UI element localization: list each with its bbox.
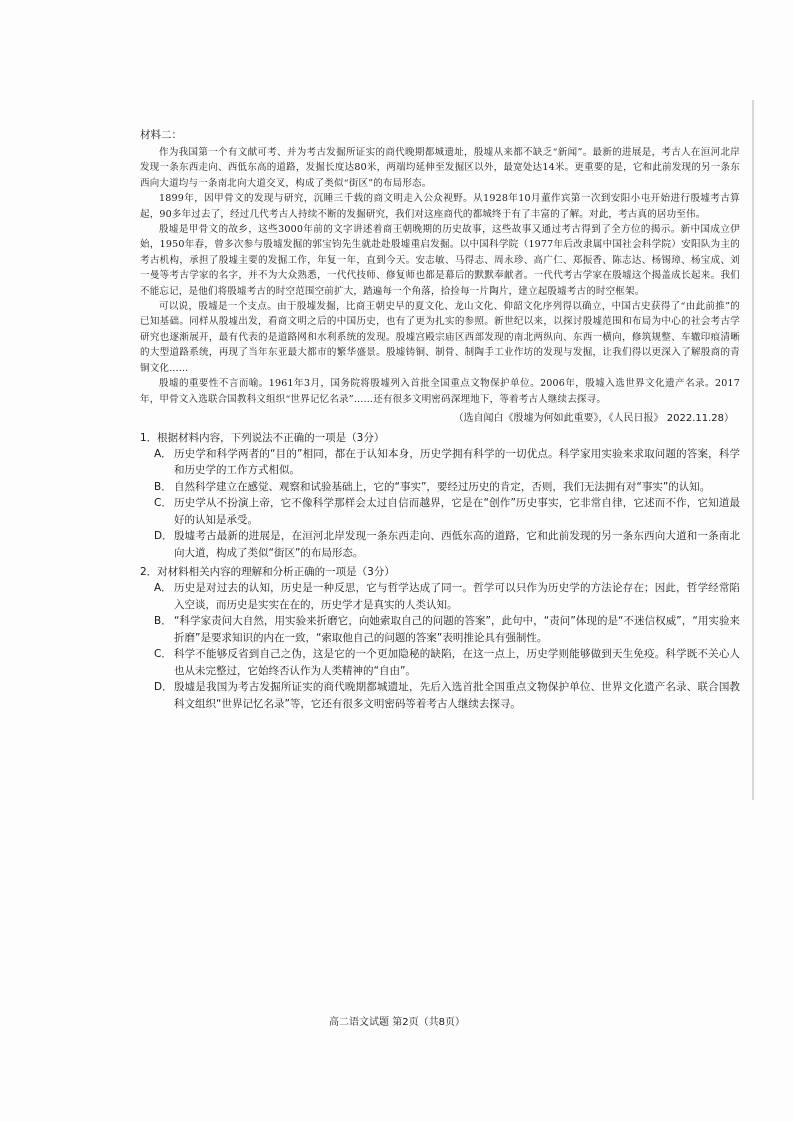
option-letter: C． [154, 648, 172, 661]
option-letter: A． [154, 447, 172, 460]
option-text: 自然科学建立在感觉、观察和试验基础上，它的“事实”，要经过历史的肯定，否则，我们无法拥有对“事实”的认知。 [174, 480, 711, 493]
option-letter: C． [154, 497, 172, 510]
option-a [140, 580, 740, 613]
page-footer: 高二语文试题 第2页（共8页） [329, 1017, 465, 1028]
option-text: 历史学从不扮演上帝，它不像科学那样会太过自信而越界，它是在“创作”历史事实，它非常自律，它述而不作，它知道最好的认知是承受。 [174, 497, 740, 526]
option-letter: A． [154, 582, 172, 595]
material-paragraph: 1899年，因甲骨文的发现与研究，沉睡三千载的商文明走入公众视野。从1928年10月董作宾第一次到安阳小屯开始进行殷墟考古算起，90多年过去了，经过几代考古人持续不断的发掘研究，我们对这座商代的都城终于有了丰富的了解。对此，考古真的居功至伟。 [140, 193, 740, 220]
option-b [140, 613, 740, 646]
question-1 [140, 430, 740, 562]
material-source: （选自闻白《殷墟为何如此重要》，《人民日报》 2022.11.28） [453, 412, 734, 424]
option-d [140, 528, 740, 561]
option-b [140, 479, 740, 496]
option-letter: B． [154, 615, 172, 628]
option-letter: B． [154, 480, 172, 493]
material-paragraph: 作为我国第一个有文献可考、并为考古发掘所证实的商代晚期都城遗址，殷墟从来都不缺乏“新闻”。最新的进展是，考古人在洹河北岸发现一条东西走向、西低东高的道路，发掘长度达80米，两端均延伸至发掘区以外，最宽处达14米。更重要的是，它和此前发现的另一条东西向大道均与一条南北向大道交叉，构成了类似“街区”的布局形态。 [140, 147, 740, 189]
question-2 [140, 564, 740, 712]
material-paragraph: 可以说，殷墟是一个支点。由于殷墟发掘，比商王朝史早的夏文化、龙山文化、仰韶文化序列得以确立，中国古史获得了“由此前推”的已知基础。同样从殷墟出发，看商文明之后的中国历史，也有了更为扎实的参照。新世纪以来，以探讨殷墟范围和布局为中心的社会考古学研究也逐渐展开，最有代表的是道路网和水利系统的发现。殷墟宫殿宗庙区西部发现的南北两纵向、东西一横向，修筑规整、车辙印痕清晰的大型道路系统，再现了当年东亚最大都市的繁华盛景。殷墟铸铜、制骨、制陶手工业作坊的发现与发掘，让我们得以更深入了解殷商的青铜文化…… [140, 301, 740, 374]
exam-page-content [140, 128, 740, 712]
option-text: “科学家责问大自然，用实验来折磨它，向她索取自己的问题的答案”，此句中，“责问”体现的是“不迷信权威”，“用实验来折磨”是要求知识的内在一致，“索取他自己的问题的答案”表明推论具有强制性。 [174, 615, 740, 644]
question-stem: 1．根据材料内容，下列说法不正确的一项是（3分） [140, 431, 385, 444]
option-text: 历史是对过去的认知，历史是一种反思，它与哲学达成了同一。哲学可以只作为历史学的方法论存在；因此，哲学经常陷入空谈，而历史是实实在在的，历史学才是真实的人类认知。 [174, 582, 740, 611]
scan-edge-line [752, 100, 754, 800]
option-letter: D． [154, 681, 173, 694]
option-text: 殷墟考古最新的进展是，在洹河北岸发现一条东西走向、西低东高的道路，它和此前发现的另一条东西向大道和一条南北向大道，构成了类似“街区”的布局形态。 [174, 530, 740, 559]
option-a [140, 446, 740, 479]
option-letter: D． [154, 530, 173, 543]
option-c [140, 646, 740, 679]
option-text: 殷墟是我国为考古发掘所证实的商代晚期都城遗址，先后入选首批全国重点文物保护单位、世界文化遗产名录、联合国教科文组织“世界记忆名录”等，它还有很多文明密码等着考古人继续去探寻。 [174, 681, 740, 710]
question-stem: 2．对材料相关内容的理解和分析正确的一项是（3分） [140, 566, 395, 579]
option-text: 历史学和科学两者的“目的”相同，都在于认知本身，历史学拥有科学的一切优点。科学家用实验来求取问题的答案，科学和历史学的工作方式相似。 [174, 447, 740, 477]
option-d [140, 679, 740, 712]
option-c [140, 495, 740, 528]
material-paragraph: 殷墟的重要性不言而喻。1961年3月，国务院将殷墟列入首批全国重点文物保护单位。2006年，殷墟入选世界文化遗产名录。2017年，甲骨文入选联合国教科文组织“世界记忆名录”……还有很多文明密码深埋地下，等着考古人继续去探寻。 [140, 378, 740, 405]
option-text: 科学不能够反省到自己之伪，这是它的一个更加隐秘的缺陷，在这一点上，历史学则能够做到天生免疫。科学既不关心人也从未完整过，它始终否认作为人类精神的“自由”。 [174, 648, 740, 677]
material-paragraph: 殷墟是甲骨文的故乡，这些3000年前的文字讲述着商王朝晚期的历史故事，这些故事又通过考古得到了全方位的揭示。新中国成立伊始，1950年春，曾多次参与殷墟发掘的郭宝钧先生就赴赴殷墟重启发掘。以中国科学院（1977年后改隶属中国社会科学院）安阳队为主的考古机构，承担了殷墟主要的发掘工作，年复一年，直到今天。安志敏、马得志、周永珍、高广仁、郑振香、陈志达、杨锡璋、杨宝成、刘一曼等考古学家的名字，并不为大众熟悉，一代代技师、修复师也都是幕后的默默奉献者。一代代考古学家在殷墟这个揭盖成长起来。我们不能忘记，是他们将殷墟考古的时空范围空前扩大，踏遍每一个角落，拾捡每一片陶片，建立起殷墟考古的时空框架。 [140, 224, 740, 297]
material-heading: 材料二： [140, 129, 182, 141]
